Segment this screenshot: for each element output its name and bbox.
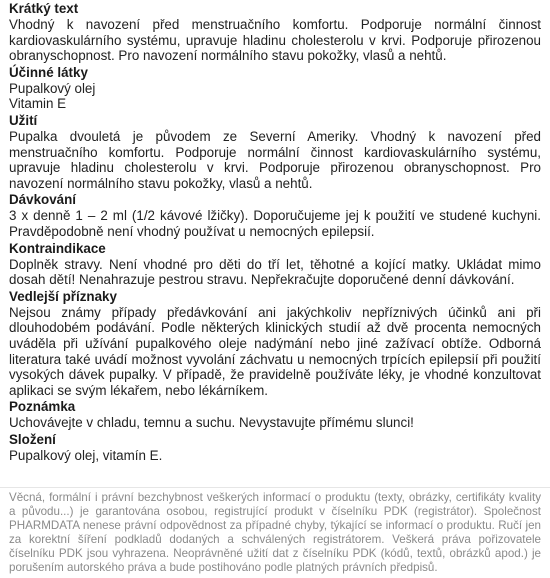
- section-heading: Účinné látky: [9, 64, 88, 80]
- section-heading: Dávkování: [9, 192, 76, 208]
- ingredient-line: Pupalkový olej: [9, 80, 96, 96]
- section-ucinne-latky: [9, 64, 541, 112]
- section-poznamka: [9, 398, 541, 431]
- section-slozeni: [9, 431, 541, 464]
- ingredient-line: Vitamin E: [9, 96, 67, 112]
- legal-disclaimer: Věcná, formální i právní bezchybnost veškerých informací o produktu (texty, obrázky, certifikáty kvality a původu...) je garantována osobou, registrující produkt v číselníku PDK (registrátor). Společnost PHARMDATA nenese právní odpovědnost za případné chyby, týkající se informací o produktu. Ručí jen za korektní šíření podkladů dodaných a schválených registrátorem. Veškerá práva pořizovatele číselníku PDK jsou vyhrazena. Neoprávněné užití dat z číselníku PDK (kódů, textů, obrázků apod.) je porušením autorského práva a bude postihováno podle platných právních předpisů.: [9, 491, 541, 574]
- section-text: Uchovávejte v chladu, temnu a suchu. Nevystavujte přímému slunci!: [9, 415, 414, 431]
- section-text: 3 x denně 1 – 2 ml (1/2 kávové lžičky). Doporučujeme jej k použití ve studené kuchyni. Pravděpodobně není vhodný používat u nemocných epilepsií.: [9, 208, 541, 239]
- section-kontraindikace: [9, 240, 541, 288]
- disclaimer-divider: [0, 487, 550, 488]
- section-text: Pupalkový olej, vitamín E.: [9, 447, 163, 463]
- section-heading: Vedlejší příznaky: [9, 288, 117, 304]
- section-heading: Složení: [9, 431, 56, 447]
- section-heading: Krátký text: [9, 1, 79, 16]
- section-text: Pupalka dvouletá je původem ze Severní Ameriky. Vhodný k navození před menstruačního komfortu. Podporuje normální činnost kardiovaskulárního systému, upravuje hladinu cholesterolu v krvi. Podporuje přirozenou obranyschopnost. Pro navození normálního stavu pokožky, vlasů a nehtů.: [9, 128, 541, 191]
- section-vedlejsi-priznaky: [9, 288, 541, 399]
- section-uziti: [9, 112, 541, 191]
- section-text: Vhodný k navození před menstruačního komfortu. Podporuje normální činnost kardiovaskulárního systému, upravuje hladinu cholesterolu v krvi. Podporuje přirozenou obranyschopnost. Pro navození normálního stavu pokožky, vlasů a nehtů.: [9, 17, 541, 64]
- section-text: Doplněk stravy. Není vhodné pro děti do tří let, těhotné a kojící matky. Ukládat mimo dosah dětí! Nenahrazuje pestrou stravu. Nepřekračujte doporučené denní dávkování.: [9, 256, 541, 288]
- section-text: Nejsou známy případy předávkování ani jakýchkoliv nepříznivých účinků ani při dlouhodobém podávání. Podle některých klinických studií až dvě procenta nemocných uváděla při užívání pupalkového oleje nadýmání nebo jiné zažívací obtíže. Odborná literatura také uvádí možnost vyvolání záchvatu u nemocných trpících epilepsií při použití vysokých dávek pupalky. V případě, že pravidelně používáte léky, je vhodné konzultovat aplikaci se svým lékařem, nebo lékárníkem.: [9, 304, 541, 398]
- section-heading: Poznámka: [9, 399, 76, 415]
- product-info-document: [9, 0, 541, 463]
- section-kratky-text: [9, 0, 541, 64]
- section-heading: Kontraindikace: [9, 240, 106, 256]
- section-heading: Užití: [9, 112, 38, 128]
- section-davkovani: [9, 191, 541, 239]
